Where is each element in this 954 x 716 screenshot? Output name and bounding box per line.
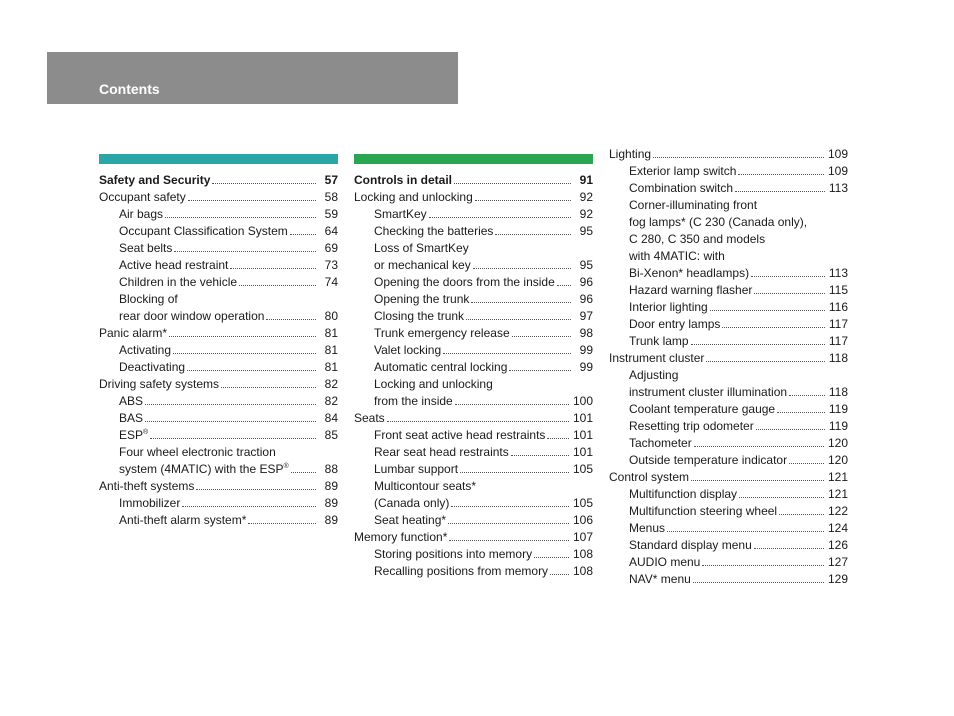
toc-entry[interactable] xyxy=(99,342,338,359)
toc-entry-label: Panic alarm* xyxy=(99,326,168,340)
toc-entry[interactable] xyxy=(99,376,338,393)
toc-entry-page: 81 xyxy=(324,326,338,340)
toc-entry-label: Exterior lamp switch xyxy=(629,164,737,178)
toc-entry-page: 101 xyxy=(572,428,593,442)
dot-leader xyxy=(454,173,571,184)
toc-entry-page: 82 xyxy=(324,377,338,391)
header-band xyxy=(47,52,458,104)
toc-entry-label: AUDIO menu xyxy=(629,555,701,569)
toc-entry[interactable] xyxy=(99,274,338,291)
toc-section-entry[interactable] xyxy=(99,172,338,189)
toc-entry-label: Trunk emergency release xyxy=(374,326,510,340)
dot-leader xyxy=(466,309,571,320)
toc-entry-page: 107 xyxy=(572,530,593,544)
dot-leader xyxy=(667,521,824,532)
toc-entry-page: 127 xyxy=(827,555,848,569)
dot-leader xyxy=(653,147,824,158)
dot-leader xyxy=(722,317,824,328)
toc-entry-page: 118 xyxy=(828,385,848,399)
dot-leader xyxy=(789,385,825,396)
toc-entry[interactable] xyxy=(354,325,593,342)
toc-entry-label: Hazard warning flasher xyxy=(629,283,753,297)
toc-entry-page: 109 xyxy=(827,147,848,161)
toc-entry[interactable] xyxy=(354,291,593,308)
toc-entry-page: 121 xyxy=(827,487,848,501)
dot-leader xyxy=(221,377,316,388)
page-title: Contents xyxy=(99,81,160,97)
toc-entry[interactable] xyxy=(609,554,848,571)
toc-entry-label: Occupant safety xyxy=(99,190,186,204)
toc-entry[interactable] xyxy=(354,376,593,393)
toc-entry-page: 100 xyxy=(572,394,593,408)
toc-entry-page: 113 xyxy=(828,266,848,280)
toc-entry-page: 95 xyxy=(579,224,593,238)
toc-entry-label: Lighting xyxy=(609,147,652,161)
dot-leader xyxy=(150,428,316,439)
dot-leader xyxy=(691,470,824,481)
dot-leader xyxy=(693,572,824,583)
toc-entry-label: instrument cluster illumination xyxy=(629,385,788,399)
toc-entry-label: ESP® xyxy=(119,428,149,442)
dot-leader xyxy=(291,462,316,473)
toc-entry-label: Bi-Xenon* headlamps) xyxy=(629,266,750,280)
toc-entry-page: 106 xyxy=(572,513,593,527)
toc-entry-label: Children in the vehicle xyxy=(119,275,238,289)
toc-entry[interactable] xyxy=(99,410,338,427)
dot-leader xyxy=(174,241,316,252)
toc-entry-label: Lumbar support xyxy=(374,462,459,476)
dot-leader xyxy=(534,547,569,558)
toc-entry-label: Trunk lamp xyxy=(629,334,689,348)
toc-entry-page: 116 xyxy=(828,300,848,314)
toc-entry[interactable] xyxy=(609,571,848,588)
toc-entry-label: or mechanical key xyxy=(374,258,471,272)
toc-entry-label: Opening the trunk xyxy=(374,292,470,306)
toc-column-controls xyxy=(354,154,593,580)
dot-leader xyxy=(460,462,569,473)
section-color-bar xyxy=(99,154,338,164)
toc-entry-page: 119 xyxy=(828,419,848,433)
dot-leader xyxy=(512,326,571,337)
toc-entry[interactable] xyxy=(99,257,338,274)
toc-entry-label: fog lamps* (C 230 (Canada only), xyxy=(629,215,808,229)
toc-entry[interactable] xyxy=(99,427,338,444)
toc-column-safety xyxy=(99,154,338,529)
toc-entry-label: Blocking of xyxy=(119,292,178,306)
toc-entry-page: 101 xyxy=(572,445,593,459)
dot-leader xyxy=(182,496,316,507)
toc-entry-page: 126 xyxy=(827,538,848,552)
toc-entry-page: 99 xyxy=(579,343,593,357)
dot-leader xyxy=(706,351,824,362)
toc-entry-label: Multifunction steering wheel xyxy=(629,504,778,518)
toc-entry[interactable] xyxy=(99,206,338,223)
toc-entry-label: Control system xyxy=(609,470,690,484)
toc-entry[interactable] xyxy=(609,537,848,554)
toc-entry[interactable] xyxy=(354,461,593,478)
toc-entry[interactable] xyxy=(99,240,338,257)
toc-entry[interactable] xyxy=(99,478,338,495)
toc-entry-page: 69 xyxy=(324,241,338,255)
toc-entry[interactable] xyxy=(354,546,593,563)
toc-entry-page: 88 xyxy=(324,462,338,476)
toc-entry-label: Safety and Security xyxy=(99,173,211,187)
toc-entry[interactable] xyxy=(99,393,338,410)
toc-entry[interactable] xyxy=(609,350,848,367)
toc-entry-label: Loss of SmartKey xyxy=(374,241,469,255)
dot-leader xyxy=(738,164,824,175)
toc-entry[interactable] xyxy=(609,333,848,350)
toc-entry-page: 89 xyxy=(324,496,338,510)
toc-entry[interactable] xyxy=(354,342,593,359)
dot-leader xyxy=(248,513,316,524)
toc-entry[interactable] xyxy=(354,308,593,325)
toc-entry[interactable] xyxy=(609,503,848,520)
toc-entry-label: Combination switch xyxy=(629,181,734,195)
toc-entry[interactable] xyxy=(609,180,848,197)
section-color-bar xyxy=(354,154,593,164)
toc-entry[interactable] xyxy=(99,189,338,206)
toc-entry[interactable] xyxy=(609,401,848,418)
dot-leader xyxy=(702,555,824,566)
toc-entry-page: 81 xyxy=(324,360,338,374)
toc-entry-label: Multicontour seats* xyxy=(374,479,477,493)
toc-entry[interactable] xyxy=(99,512,338,529)
toc-entry[interactable] xyxy=(609,486,848,503)
toc-entry-label: Seats xyxy=(354,411,385,425)
toc-entry-label: Door entry lamps xyxy=(629,317,721,331)
toc-entry-label: Controls in detail xyxy=(354,173,453,187)
toc-entry[interactable] xyxy=(99,325,338,342)
dot-leader xyxy=(188,190,316,201)
dot-leader xyxy=(789,453,824,464)
toc-entry-page: 96 xyxy=(579,275,593,289)
dot-leader xyxy=(212,173,316,184)
toc-entry-label: Memory function* xyxy=(354,530,448,544)
dot-leader xyxy=(239,275,316,286)
toc-entry-label: Rear seat head restraints xyxy=(374,445,509,459)
dot-leader xyxy=(187,360,316,371)
toc-entry-label: Front seat active head restraints xyxy=(374,428,546,442)
dot-leader xyxy=(290,224,316,235)
toc-entry-page: 124 xyxy=(827,521,848,535)
dot-leader xyxy=(173,343,316,354)
toc-entry[interactable] xyxy=(609,367,848,384)
toc-entry-label: system (4MATIC) with the ESP® xyxy=(119,462,289,476)
toc-entry-label: Immobilizer xyxy=(119,496,181,510)
toc-entry-label: Resetting trip odometer xyxy=(629,419,754,433)
toc-entry[interactable] xyxy=(354,393,593,410)
toc-entry[interactable] xyxy=(609,231,848,248)
toc-entry[interactable] xyxy=(354,189,593,206)
toc-column-continued xyxy=(609,146,848,588)
toc-entry-page: 98 xyxy=(579,326,593,340)
toc-entry-page: 105 xyxy=(572,496,593,510)
toc-entry[interactable] xyxy=(99,461,338,478)
toc-entry[interactable] xyxy=(609,299,848,316)
toc-entry[interactable] xyxy=(354,359,593,376)
toc-entry[interactable] xyxy=(354,427,593,444)
dot-leader xyxy=(451,496,569,507)
toc-entry[interactable] xyxy=(354,410,593,427)
dot-leader xyxy=(735,181,825,192)
toc-entry[interactable] xyxy=(354,274,593,291)
toc-entry[interactable] xyxy=(354,223,593,240)
toc-entry-label: Locking and unlocking xyxy=(374,377,493,391)
dot-leader xyxy=(710,300,825,311)
toc-entry[interactable] xyxy=(609,282,848,299)
toc-entry-label: Driving safety systems xyxy=(99,377,220,391)
toc-entry-page: 108 xyxy=(572,564,593,578)
toc-entries xyxy=(99,172,338,529)
toc-entry-page: 120 xyxy=(827,453,848,467)
toc-entry-label: Locking and unlocking xyxy=(354,190,473,204)
toc-entry-page: 59 xyxy=(324,207,338,221)
toc-entries xyxy=(354,172,593,580)
toc-entry-label: Seat belts xyxy=(119,241,173,255)
toc-entry-label: SmartKey xyxy=(374,207,427,221)
dot-leader xyxy=(691,334,825,345)
toc-entry[interactable] xyxy=(609,163,848,180)
toc-entry[interactable] xyxy=(609,469,848,486)
dot-leader xyxy=(547,428,569,439)
toc-entry[interactable] xyxy=(99,359,338,376)
toc-entries xyxy=(609,146,848,588)
toc-entry-label: Standard display menu xyxy=(629,538,752,552)
toc-entry-page: 117 xyxy=(828,334,848,348)
toc-entry-label: Automatic central locking xyxy=(374,360,508,374)
toc-entry-page: 84 xyxy=(324,411,338,425)
toc-entry-page: 115 xyxy=(828,283,848,297)
toc-entry-page: 121 xyxy=(827,470,848,484)
toc-entry-label: Adjusting xyxy=(629,368,679,382)
toc-entry[interactable] xyxy=(354,206,593,223)
toc-entry-label: (Canada only) xyxy=(374,496,450,510)
toc-entry-page: 95 xyxy=(579,258,593,272)
dot-leader xyxy=(557,275,571,286)
toc-entry[interactable] xyxy=(609,384,848,401)
toc-entry[interactable] xyxy=(354,512,593,529)
dot-leader xyxy=(756,419,825,430)
dot-leader xyxy=(511,445,569,456)
toc-entry-page: 73 xyxy=(324,258,338,272)
toc-entry[interactable] xyxy=(609,316,848,333)
toc-entry-page: 91 xyxy=(579,173,593,187)
toc-entry[interactable] xyxy=(609,418,848,435)
dot-leader xyxy=(145,411,316,422)
toc-entry[interactable] xyxy=(609,248,848,265)
dot-leader xyxy=(509,360,571,371)
dot-leader xyxy=(443,343,571,354)
toc-entry-label: ABS xyxy=(119,394,144,408)
dot-leader xyxy=(495,224,571,235)
toc-entry-label: Storing positions into memory xyxy=(374,547,533,561)
dot-leader xyxy=(387,411,569,422)
toc-entry-label: C 280, C 350 and models xyxy=(629,232,766,246)
toc-entry-label: Seat heating* xyxy=(374,513,447,527)
dot-leader xyxy=(165,207,316,218)
toc-entry-label: Active head restraint xyxy=(119,258,229,272)
toc-entry-label: Checking the batteries xyxy=(374,224,494,238)
toc-entry-page: 89 xyxy=(324,479,338,493)
toc-section-entry[interactable] xyxy=(354,172,593,189)
toc-entry-page: 64 xyxy=(324,224,338,238)
dot-leader xyxy=(754,283,824,294)
toc-entry-page: 118 xyxy=(828,351,848,365)
dot-leader xyxy=(751,266,825,277)
dot-leader xyxy=(230,258,316,269)
toc-entry-page: 92 xyxy=(579,190,593,204)
toc-entry[interactable] xyxy=(609,520,848,537)
toc-entry[interactable] xyxy=(609,265,848,282)
toc-entry-page: 119 xyxy=(828,402,848,416)
toc-entry[interactable] xyxy=(354,444,593,461)
toc-entry[interactable] xyxy=(354,240,593,257)
dot-leader xyxy=(473,258,571,269)
toc-entry-page: 97 xyxy=(579,309,593,323)
toc-entry[interactable] xyxy=(354,563,593,580)
toc-entry-label: Tachometer xyxy=(629,436,692,450)
toc-entry[interactable] xyxy=(609,197,848,214)
toc-entry-label: Outside temperature indicator xyxy=(629,453,788,467)
toc-entry[interactable] xyxy=(99,223,338,240)
toc-entry-page: 74 xyxy=(324,275,338,289)
toc-entry-label: Recalling positions from memory xyxy=(374,564,549,578)
toc-entry-page: 120 xyxy=(827,436,848,450)
toc-entry[interactable] xyxy=(354,478,593,495)
toc-entry-label: Valet locking xyxy=(374,343,442,357)
toc-entry-page: 82 xyxy=(324,394,338,408)
toc-entry-label: Multifunction display xyxy=(629,487,738,501)
toc-entry-label: Menus xyxy=(629,521,666,535)
toc-entry-page: 57 xyxy=(324,173,338,187)
dot-leader xyxy=(777,402,825,413)
toc-entry-label: NAV* menu xyxy=(629,572,691,586)
toc-entry[interactable] xyxy=(354,495,593,512)
toc-entry-page: 122 xyxy=(827,504,848,518)
toc-entry-label: Instrument cluster xyxy=(609,351,705,365)
toc-entry-page: 101 xyxy=(572,411,593,425)
dot-leader xyxy=(754,538,824,549)
toc-entry-page: 81 xyxy=(324,343,338,357)
toc-entry-label: Closing the trunk xyxy=(374,309,465,323)
toc-entry-label: Occupant Classification System xyxy=(119,224,288,238)
toc-entry-label: Four wheel electronic traction xyxy=(119,445,276,459)
toc-entry-page: 92 xyxy=(579,207,593,221)
toc-entry[interactable] xyxy=(99,308,338,325)
toc-entry[interactable] xyxy=(609,435,848,452)
dot-leader xyxy=(550,564,569,575)
toc-entry-label: BAS xyxy=(119,411,144,425)
toc-entry-page: 80 xyxy=(324,309,338,323)
toc-entry-page: 108 xyxy=(572,547,593,561)
dot-leader xyxy=(169,326,316,337)
toc-entry-label: Air bags xyxy=(119,207,164,221)
toc-entry-label: Corner-illuminating front xyxy=(629,198,758,212)
toc-entry-page: 129 xyxy=(827,572,848,586)
toc-entry[interactable] xyxy=(99,291,338,308)
toc-entry-page: 85 xyxy=(324,428,338,442)
toc-entry-page: 58 xyxy=(324,190,338,204)
toc-entry-label: Opening the doors from the inside xyxy=(374,275,555,289)
toc-entry-page: 109 xyxy=(827,164,848,178)
toc-entry-label: Activating xyxy=(119,343,172,357)
toc-entry-page: 113 xyxy=(828,181,848,195)
toc-entry[interactable] xyxy=(354,529,593,546)
toc-entry-page: 99 xyxy=(579,360,593,374)
toc-entry-page: 96 xyxy=(579,292,593,306)
toc-entry-label: Coolant temperature gauge xyxy=(629,402,776,416)
toc-entry-page: 117 xyxy=(828,317,848,331)
toc-entry[interactable] xyxy=(354,257,593,274)
dot-leader xyxy=(145,394,316,405)
dot-leader xyxy=(196,479,316,490)
dot-leader xyxy=(455,394,569,405)
dot-leader xyxy=(448,513,569,524)
toc-entry-label: from the inside xyxy=(374,394,453,408)
toc-entry-label: Anti-theft systems xyxy=(99,479,195,493)
toc-entry[interactable] xyxy=(99,495,338,512)
toc-entry[interactable] xyxy=(609,146,848,163)
dot-leader xyxy=(471,292,571,303)
toc-entry-label: rear door window operation xyxy=(119,309,265,323)
toc-entry[interactable] xyxy=(609,452,848,469)
dot-leader xyxy=(475,190,571,201)
dot-leader xyxy=(266,309,316,320)
toc-entry[interactable] xyxy=(609,214,848,231)
toc-entry-page: 105 xyxy=(572,462,593,476)
toc-entry-label: Deactivating xyxy=(119,360,186,374)
dot-leader xyxy=(694,436,824,447)
toc-entry-page: 89 xyxy=(324,513,338,527)
toc-entry-label: Interior lighting xyxy=(629,300,708,314)
toc-entry-label: Anti-theft alarm system* xyxy=(119,513,247,527)
dot-leader xyxy=(779,504,824,515)
toc-entry-label: with 4MATIC: with xyxy=(629,249,725,263)
toc-entry[interactable] xyxy=(99,444,338,461)
dot-leader xyxy=(449,530,569,541)
dot-leader xyxy=(739,487,824,498)
dot-leader xyxy=(429,207,571,218)
